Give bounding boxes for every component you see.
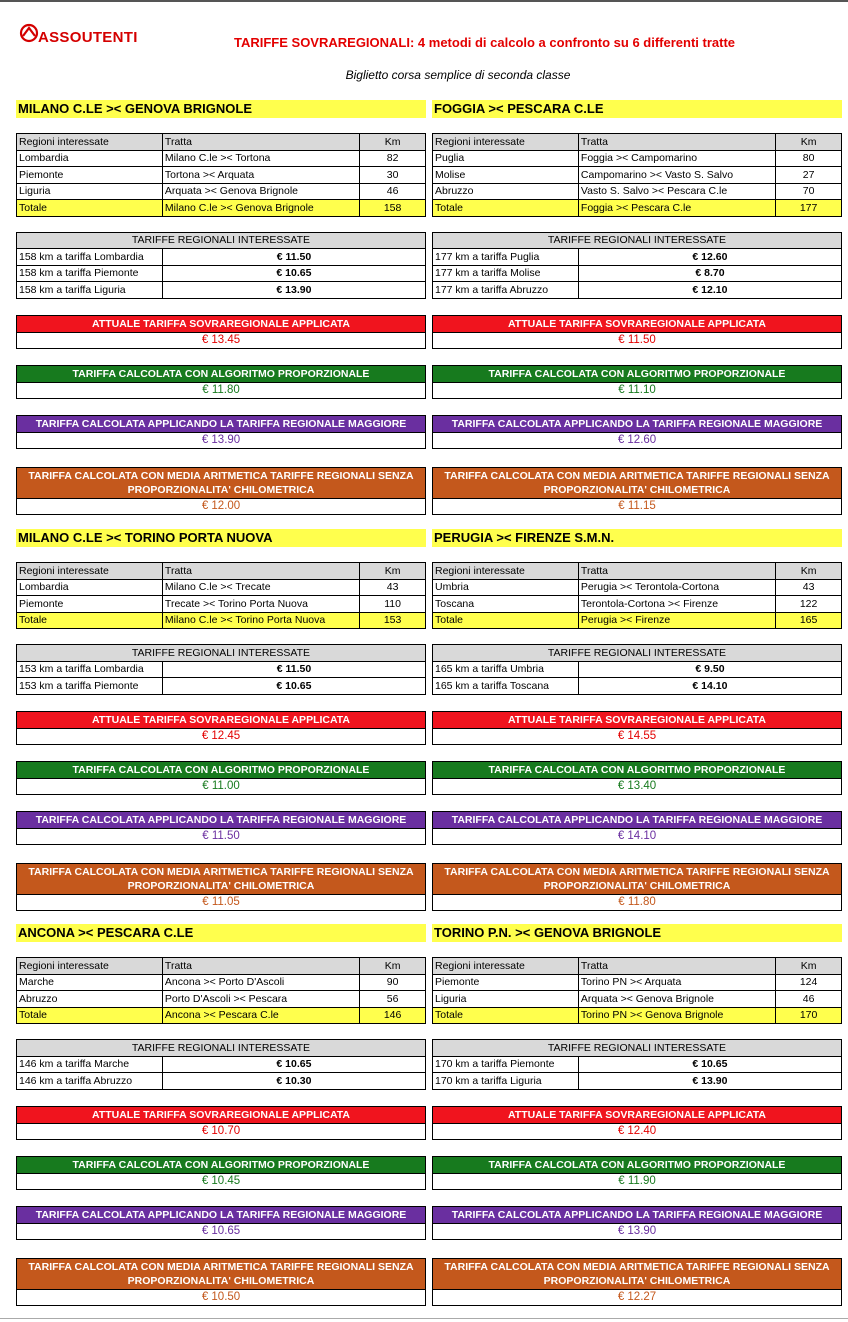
- header-route: Tratta: [578, 958, 775, 975]
- proportional-tariff-value: € 11.90: [433, 1173, 841, 1189]
- route-title: MILANO C.LE >< GENOVA BRIGNOLE: [16, 100, 426, 118]
- header-regions: Regioni interessate: [433, 563, 579, 580]
- header-regions: Regioni interessate: [17, 563, 163, 580]
- route-title: ANCONA >< PESCARA C.LE: [16, 924, 426, 942]
- proportional-tariff-box: [16, 761, 426, 795]
- segment-km: 80: [776, 150, 842, 167]
- segment-region: Piemonte: [17, 167, 163, 184]
- mean-tariff-value: € 11.80: [433, 894, 841, 910]
- segment-row: [17, 150, 426, 167]
- proportional-tariff-label: TARIFFA CALCOLATA CON ALGORITMO PROPORZIONALE: [433, 762, 841, 778]
- segment-km: 56: [360, 991, 426, 1008]
- logo-text: ASSOUTENTI: [38, 29, 138, 46]
- tariff-row: [17, 1073, 426, 1090]
- route-title: PERUGIA >< FIRENZE S.M.N.: [432, 529, 842, 547]
- max-regional-tariff-label: TARIFFA CALCOLATA APPLICANDO LA TARIFFA REGIONALE MAGGIORE: [433, 416, 841, 432]
- tariff-label: 153 km a tariffa Piemonte: [17, 678, 163, 695]
- segment-region: Lombardia: [17, 150, 163, 167]
- regional-tariffs-header: TARIFFE REGIONALI INTERESSATE: [433, 232, 842, 249]
- total-km: 146: [360, 1007, 426, 1024]
- regional-tariffs-header: TARIFFE REGIONALI INTERESSATE: [17, 232, 426, 249]
- current-tariff-value: € 14.55: [433, 728, 841, 744]
- current-tariff-box: [432, 711, 842, 745]
- segments-table: [16, 562, 426, 629]
- tariff-value: € 11.50: [162, 249, 425, 266]
- total-km: 153: [360, 612, 426, 629]
- current-tariff-label: ATTUALE TARIFFA SOVRAREGIONALE APPLICATA: [433, 316, 841, 332]
- segment-km: 30: [360, 167, 426, 184]
- tariff-label: 165 km a tariffa Umbria: [433, 661, 579, 678]
- max-regional-tariff-label: TARIFFA CALCOLATA APPLICANDO LA TARIFFA REGIONALE MAGGIORE: [17, 812, 425, 828]
- regional-tariffs-header: TARIFFE REGIONALI INTERESSATE: [433, 645, 842, 662]
- segments-table: [16, 957, 426, 1024]
- top-border: [0, 0, 848, 2]
- tariff-value: € 13.90: [162, 282, 425, 299]
- total-row: [433, 200, 842, 217]
- segment-km: 46: [360, 183, 426, 200]
- page-title: TARIFFE SOVRAREGIONALI: 4 metodi di calcolo a confronto su 6 differenti tratte: [234, 35, 736, 50]
- tariff-row: [433, 249, 842, 266]
- tariff-label: 146 km a tariffa Marche: [17, 1056, 163, 1073]
- proportional-tariff-label: TARIFFA CALCOLATA CON ALGORITMO PROPORZIONALE: [17, 366, 425, 382]
- total-route: Milano C.le >< Torino Porta Nuova: [162, 612, 359, 629]
- header-regions: Regioni interessate: [433, 958, 579, 975]
- regional-tariffs-header: TARIFFE REGIONALI INTERESSATE: [433, 1040, 842, 1057]
- segment-region: Piemonte: [17, 596, 163, 613]
- regional-tariffs-table: [432, 1039, 842, 1090]
- max-regional-tariff-box: [432, 811, 842, 845]
- header-route: Tratta: [162, 134, 359, 151]
- mean-tariff-box: [432, 863, 842, 911]
- segment-route: Campomarino >< Vasto S. Salvo: [578, 167, 775, 184]
- segment-region: Abruzzo: [433, 183, 579, 200]
- total-route: Ancona >< Pescara C.le: [162, 1007, 359, 1024]
- header-km: Km: [360, 563, 426, 580]
- proportional-tariff-value: € 10.45: [17, 1173, 425, 1189]
- tariff-row: [433, 265, 842, 282]
- tariff-value: € 10.65: [162, 1056, 425, 1073]
- segment-region: Lombardia: [17, 579, 163, 596]
- header-regions: Regioni interessate: [433, 134, 579, 151]
- segment-region: Marche: [17, 974, 163, 991]
- total-route: Milano C.le >< Genova Brignole: [162, 200, 359, 217]
- segment-row: [17, 167, 426, 184]
- proportional-tariff-box: [432, 365, 842, 399]
- total-km: 158: [360, 200, 426, 217]
- segments-header-row: [433, 563, 842, 580]
- max-regional-tariff-box: [432, 1206, 842, 1240]
- proportional-tariff-box: [16, 1156, 426, 1190]
- segments-header-row: [17, 134, 426, 151]
- proportional-tariff-label: TARIFFA CALCOLATA CON ALGORITMO PROPORZIONALE: [17, 1157, 425, 1173]
- proportional-tariff-label: TARIFFA CALCOLATA CON ALGORITMO PROPORZIONALE: [433, 1157, 841, 1173]
- route-block: [432, 924, 842, 1306]
- total-route: Foggia >< Pescara C.le: [578, 200, 775, 217]
- tariff-value: € 10.65: [162, 678, 425, 695]
- max-regional-tariff-label: TARIFFA CALCOLATA APPLICANDO LA TARIFFA REGIONALE MAGGIORE: [17, 1207, 425, 1223]
- tariff-row: [17, 661, 426, 678]
- segment-region: Liguria: [17, 183, 163, 200]
- header-route: Tratta: [578, 134, 775, 151]
- current-tariff-label: ATTUALE TARIFFA SOVRAREGIONALE APPLICATA: [17, 712, 425, 728]
- max-regional-tariff-label: TARIFFA CALCOLATA APPLICANDO LA TARIFFA REGIONALE MAGGIORE: [433, 1207, 841, 1223]
- mean-tariff-value: € 12.00: [17, 498, 425, 514]
- segment-row: [433, 167, 842, 184]
- segment-km: 110: [360, 596, 426, 613]
- header-route: Tratta: [162, 958, 359, 975]
- segment-route: Milano C.le >< Tortona: [162, 150, 359, 167]
- route-title: TORINO P.N. >< GENOVA BRIGNOLE: [432, 924, 842, 942]
- segment-km: 27: [776, 167, 842, 184]
- segments-header-row: [433, 958, 842, 975]
- tariff-label: 177 km a tariffa Molise: [433, 265, 579, 282]
- segment-route: Perugia >< Terontola-Cortona: [578, 579, 775, 596]
- mean-tariff-label: TARIFFA CALCOLATA CON MEDIA ARITMETICA TARIFFE REGIONALI SENZA PROPORZIONALITA' CHILOMETRICA: [433, 864, 841, 894]
- segment-km: 90: [360, 974, 426, 991]
- tariff-value: € 9.50: [578, 661, 841, 678]
- header-km: Km: [776, 134, 842, 151]
- total-label: Totale: [433, 1007, 579, 1024]
- regional-tariffs-table: [16, 644, 426, 695]
- current-tariff-box: [16, 711, 426, 745]
- header-km: Km: [360, 958, 426, 975]
- route-title: FOGGIA >< PESCARA C.LE: [432, 100, 842, 118]
- segment-route: Vasto S. Salvo >< Pescara C.le: [578, 183, 775, 200]
- total-label: Totale: [433, 612, 579, 629]
- max-regional-tariff-value: € 10.65: [17, 1223, 425, 1239]
- max-regional-tariff-label: TARIFFA CALCOLATA APPLICANDO LA TARIFFA REGIONALE MAGGIORE: [433, 812, 841, 828]
- route-block: [16, 529, 426, 911]
- tariff-row: [433, 1056, 842, 1073]
- header-km: Km: [776, 958, 842, 975]
- segments-header-row: [17, 958, 426, 975]
- header-regions: Regioni interessate: [17, 958, 163, 975]
- header-km: Km: [776, 563, 842, 580]
- route-block: [432, 529, 842, 911]
- tariff-value: € 10.65: [162, 265, 425, 282]
- regional-tariffs-header: TARIFFE REGIONALI INTERESSATE: [17, 645, 426, 662]
- max-regional-tariff-value: € 14.10: [433, 828, 841, 844]
- segment-km: 43: [776, 579, 842, 596]
- total-route: Torino PN >< Genova Brignole: [578, 1007, 775, 1024]
- segments-table: [432, 562, 842, 629]
- tariff-label: 165 km a tariffa Toscana: [433, 678, 579, 695]
- mean-tariff-box: [16, 467, 426, 515]
- current-tariff-box: [16, 1106, 426, 1140]
- max-regional-tariff-value: € 13.90: [17, 432, 425, 448]
- tariff-value: € 13.90: [578, 1073, 841, 1090]
- regional-tariffs-header: TARIFFE REGIONALI INTERESSATE: [17, 1040, 426, 1057]
- mean-tariff-value: € 10.50: [17, 1289, 425, 1305]
- mean-tariff-label: TARIFFA CALCOLATA CON MEDIA ARITMETICA TARIFFE REGIONALI SENZA PROPORZIONALITA' CHILOMETRICA: [433, 468, 841, 498]
- total-row: [17, 1007, 426, 1024]
- segment-row: [17, 974, 426, 991]
- regional-tariffs-table: [16, 1039, 426, 1090]
- segment-row: [433, 150, 842, 167]
- max-regional-tariff-value: € 13.90: [433, 1223, 841, 1239]
- current-tariff-label: ATTUALE TARIFFA SOVRAREGIONALE APPLICATA: [17, 1107, 425, 1123]
- tariff-row: [17, 678, 426, 695]
- segments-table: [432, 133, 842, 217]
- regional-tariffs-table: [432, 644, 842, 695]
- tariff-value: € 8.70: [578, 265, 841, 282]
- tariff-row: [433, 661, 842, 678]
- tariff-label: 158 km a tariffa Liguria: [17, 282, 163, 299]
- segment-km: 122: [776, 596, 842, 613]
- max-regional-tariff-box: [16, 1206, 426, 1240]
- total-row: [433, 1007, 842, 1024]
- current-tariff-value: € 12.45: [17, 728, 425, 744]
- tariff-row: [17, 265, 426, 282]
- logo-icon: [18, 22, 40, 44]
- total-km: 170: [776, 1007, 842, 1024]
- segment-km: 43: [360, 579, 426, 596]
- segment-row: [17, 596, 426, 613]
- segment-row: [433, 974, 842, 991]
- segment-region: Liguria: [433, 991, 579, 1008]
- segment-region: Umbria: [433, 579, 579, 596]
- total-label: Totale: [17, 200, 163, 217]
- tariff-label: 158 km a tariffa Lombardia: [17, 249, 163, 266]
- tariff-label: 177 km a tariffa Abruzzo: [433, 282, 579, 299]
- tariff-value: € 10.65: [578, 1056, 841, 1073]
- segment-region: Molise: [433, 167, 579, 184]
- regional-tariffs-table: [16, 232, 426, 299]
- segment-route: Terontola-Cortona >< Firenze: [578, 596, 775, 613]
- segment-route: Porto D'Ascoli >< Pescara: [162, 991, 359, 1008]
- current-tariff-label: ATTUALE TARIFFA SOVRAREGIONALE APPLICATA: [433, 1107, 841, 1123]
- mean-tariff-box: [16, 1258, 426, 1306]
- max-regional-tariff-box: [432, 415, 842, 449]
- mean-tariff-value: € 12.27: [433, 1289, 841, 1305]
- segment-route: Arquata >< Genova Brignole: [578, 991, 775, 1008]
- current-tariff-value: € 11.50: [433, 332, 841, 348]
- current-tariff-box: [432, 1106, 842, 1140]
- segments-header-row: [433, 134, 842, 151]
- max-regional-tariff-value: € 12.60: [433, 432, 841, 448]
- bottom-border: [0, 1318, 848, 1319]
- mean-tariff-value: € 11.15: [433, 498, 841, 514]
- tariff-row: [433, 282, 842, 299]
- segment-km: 46: [776, 991, 842, 1008]
- proportional-tariff-value: € 13.40: [433, 778, 841, 794]
- segments-header-row: [17, 563, 426, 580]
- segment-km: 70: [776, 183, 842, 200]
- segment-row: [433, 579, 842, 596]
- tariff-label: 146 km a tariffa Abruzzo: [17, 1073, 163, 1090]
- segment-row: [17, 579, 426, 596]
- segment-region: Abruzzo: [17, 991, 163, 1008]
- total-km: 177: [776, 200, 842, 217]
- segment-route: Foggia >< Campomarino: [578, 150, 775, 167]
- proportional-tariff-box: [16, 365, 426, 399]
- segment-route: Trecate >< Torino Porta Nuova: [162, 596, 359, 613]
- total-row: [433, 612, 842, 629]
- tariff-value: € 14.10: [578, 678, 841, 695]
- proportional-tariff-value: € 11.00: [17, 778, 425, 794]
- header-regions: Regioni interessate: [17, 134, 163, 151]
- segments-table: [16, 133, 426, 217]
- proportional-tariff-box: [432, 1156, 842, 1190]
- header-route: Tratta: [162, 563, 359, 580]
- segment-km: 124: [776, 974, 842, 991]
- total-row: [17, 612, 426, 629]
- tariff-row: [17, 1056, 426, 1073]
- segment-route: Milano C.le >< Trecate: [162, 579, 359, 596]
- current-tariff-label: ATTUALE TARIFFA SOVRAREGIONALE APPLICATA: [433, 712, 841, 728]
- tariff-label: 153 km a tariffa Lombardia: [17, 661, 163, 678]
- segment-row: [433, 596, 842, 613]
- segment-route: Torino PN >< Arquata: [578, 974, 775, 991]
- segment-route: Tortona >< Arquata: [162, 167, 359, 184]
- tariff-value: € 12.10: [578, 282, 841, 299]
- current-tariff-value: € 13.45: [17, 332, 425, 348]
- tariff-row: [433, 1073, 842, 1090]
- route-block: [16, 100, 426, 515]
- tariff-row: [433, 678, 842, 695]
- current-tariff-value: € 10.70: [17, 1123, 425, 1139]
- mean-tariff-box: [432, 467, 842, 515]
- tariff-label: 177 km a tariffa Puglia: [433, 249, 579, 266]
- segment-region: Toscana: [433, 596, 579, 613]
- max-regional-tariff-box: [16, 811, 426, 845]
- tariff-value: € 12.60: [578, 249, 841, 266]
- proportional-tariff-value: € 11.10: [433, 382, 841, 398]
- segment-region: Puglia: [433, 150, 579, 167]
- mean-tariff-label: TARIFFA CALCOLATA CON MEDIA ARITMETICA TARIFFE REGIONALI SENZA PROPORZIONALITA' CHILOMETRICA: [17, 864, 425, 894]
- mean-tariff-value: € 11.05: [17, 894, 425, 910]
- segment-row: [17, 991, 426, 1008]
- current-tariff-box: [16, 315, 426, 349]
- segment-region: Piemonte: [433, 974, 579, 991]
- tariff-value: € 10.30: [162, 1073, 425, 1090]
- mean-tariff-label: TARIFFA CALCOLATA CON MEDIA ARITMETICA TARIFFE REGIONALI SENZA PROPORZIONALITA' CHILOMETRICA: [17, 468, 425, 498]
- header-km: Km: [360, 134, 426, 151]
- route-block: [432, 100, 842, 515]
- proportional-tariff-label: TARIFFA CALCOLATA CON ALGORITMO PROPORZIONALE: [17, 762, 425, 778]
- mean-tariff-box: [16, 863, 426, 911]
- tariff-row: [17, 282, 426, 299]
- segment-km: 82: [360, 150, 426, 167]
- page-subtitle: Biglietto corsa semplice di seconda classe: [345, 68, 571, 82]
- current-tariff-value: € 12.40: [433, 1123, 841, 1139]
- header-route: Tratta: [578, 563, 775, 580]
- total-row: [17, 200, 426, 217]
- mean-tariff-label: TARIFFA CALCOLATA CON MEDIA ARITMETICA TARIFFE REGIONALI SENZA PROPORZIONALITA' CHILOMETRICA: [17, 1259, 425, 1289]
- route-block: [16, 924, 426, 1306]
- current-tariff-box: [432, 315, 842, 349]
- tariff-label: 158 km a tariffa Piemonte: [17, 265, 163, 282]
- route-title: MILANO C.LE >< TORINO PORTA NUOVA: [16, 529, 426, 547]
- segment-row: [17, 183, 426, 200]
- tariff-row: [17, 249, 426, 266]
- proportional-tariff-label: TARIFFA CALCOLATA CON ALGORITMO PROPORZIONALE: [433, 366, 841, 382]
- tariff-label: 170 km a tariffa Liguria: [433, 1073, 579, 1090]
- total-label: Totale: [17, 1007, 163, 1024]
- mean-tariff-label: TARIFFA CALCOLATA CON MEDIA ARITMETICA TARIFFE REGIONALI SENZA PROPORZIONALITA' CHILOMETRICA: [433, 1259, 841, 1289]
- segments-table: [432, 957, 842, 1024]
- total-label: Totale: [433, 200, 579, 217]
- total-km: 165: [776, 612, 842, 629]
- segment-route: Arquata >< Genova Brignole: [162, 183, 359, 200]
- mean-tariff-box: [432, 1258, 842, 1306]
- segment-row: [433, 183, 842, 200]
- tariff-value: € 11.50: [162, 661, 425, 678]
- regional-tariffs-table: [432, 232, 842, 299]
- max-regional-tariff-box: [16, 415, 426, 449]
- segment-route: Ancona >< Porto D'Ascoli: [162, 974, 359, 991]
- proportional-tariff-box: [432, 761, 842, 795]
- tariff-label: 170 km a tariffa Piemonte: [433, 1056, 579, 1073]
- max-regional-tariff-label: TARIFFA CALCOLATA APPLICANDO LA TARIFFA REGIONALE MAGGIORE: [17, 416, 425, 432]
- proportional-tariff-value: € 11.80: [17, 382, 425, 398]
- current-tariff-label: ATTUALE TARIFFA SOVRAREGIONALE APPLICATA: [17, 316, 425, 332]
- total-label: Totale: [17, 612, 163, 629]
- total-route: Perugia >< Firenze: [578, 612, 775, 629]
- max-regional-tariff-value: € 11.50: [17, 828, 425, 844]
- segment-row: [433, 991, 842, 1008]
